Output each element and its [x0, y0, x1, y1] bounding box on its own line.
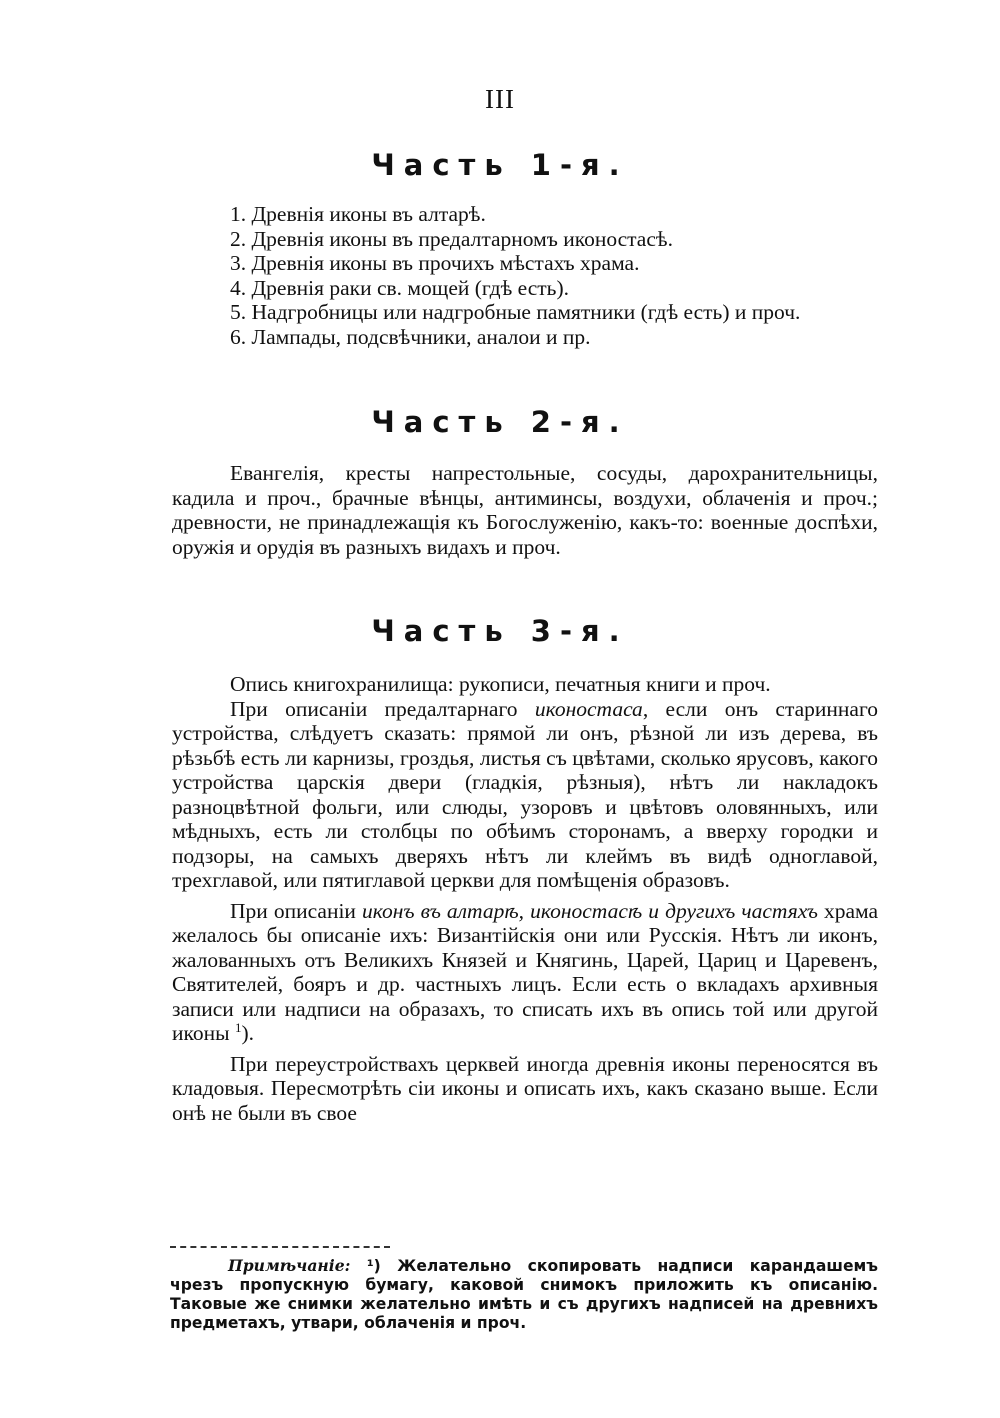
footnote-marker: 1: [234, 1019, 242, 1035]
footnote-divider: [170, 1246, 390, 1248]
part3-heading: Часть 3-я.: [371, 614, 629, 648]
icons-paragraph: [172, 899, 878, 1046]
part2-body: [172, 461, 878, 559]
part2-heading: Часть 2-я.: [371, 405, 629, 439]
iconostasis-paragraph: [172, 697, 878, 893]
list-item: 3. Древнія иконы въ прочихъ мѣстахъ храма.: [230, 251, 640, 275]
footnote-label: Примѣчаніе:: [228, 1256, 351, 1275]
emphasis-text: иконостаса: [534, 696, 643, 721]
paragraph-text: ).: [241, 1021, 254, 1045]
list-item: 2. Древнія иконы въ предалтарномъ иконостасѣ.: [230, 226, 673, 251]
part1-heading: Часть 1-я.: [371, 148, 629, 182]
footnote-text: ¹) Желательно скопировать надписи карандашемъ чрезъ пропускную бумагу, каковой снимокъ приложить къ описанію. Таковые же снимки желательно имѣть и съ другихъ надписей на древнихъ предметахъ, утвари, облаченія и проч.: [170, 1257, 878, 1332]
list-item: 1. Древнія иконы въ алтарѣ.: [230, 202, 486, 226]
part3-intro: Опись книгохранилища: рукописи, печатныя книги и проч.: [230, 672, 771, 696]
part1-list: [172, 202, 878, 349]
part2-paragraph: Евангелія, кресты напрестольные, сосуды, дарохранительницы, кадила и проч., брачные вѣнцы, антиминсы, воздухи, облаченія и проч.; древности, не принадлежащія къ Богослуженію, какъ-то: военные доспѣхи, оружія и орудія въ разныхъ видахъ и проч.: [172, 461, 878, 559]
paragraph-text: , если онъ стариннаго устройства, слѣдуетъ сказать: прямой ли онъ, рѣзной ли изъ дерева, въ рѣзьбѣ есть ли карнизы, гроздья, листья съ цвѣтами, сколько ярусовъ, какого устройства царскія двери (гладкія, рѣзныя), нѣтъ ли накладокъ разноцвѣтной фольги, или слюды, узоровъ и цвѣтовъ оловянныхъ, или мѣдныхъ, есть ли столбцы по обѣимъ сторонамъ, а вверху городки и подзоры, на самыхъ дверяхъ нѣтъ ли клеймъ въ видѣ одноглавой, трехглавой, или пятиглавой церкви для помѣщенія образовъ.: [172, 696, 878, 892]
list-item: 5. Надгробницы или надгробные памятники (гдѣ есть) и проч.: [230, 300, 801, 324]
reconstruction-paragraph: При переустройствахъ церквей иногда древнія иконы переносятся въ кладовыя. Пересмотрѣть сіи иконы и описать ихъ, какъ сказано выше. Если онѣ не были въ свое: [172, 1051, 878, 1125]
paragraph-text: При описаніи предалтарнаго: [230, 696, 535, 721]
emphasis-text: иконъ въ алтарѣ, иконостасѣ и другихъ частяхъ: [362, 898, 818, 923]
paragraph-text: При описаніи: [230, 898, 363, 923]
footnote: [170, 1256, 878, 1333]
list-item: 4. Древнія раки св. мощей (гдѣ есть).: [230, 275, 570, 300]
page-number: III: [485, 84, 515, 114]
part3-body: [172, 672, 878, 1125]
paragraph-text: храма желалось бы описаніе ихъ: Византійскія они или Русскія. Нѣтъ ли иконъ, жалованныхъ отъ Великихъ Князей и Княгинь, Царей, Цариц и Царевенъ, Святителей, бояръ и др. частныхъ лицъ. Если есть о вкладахъ архивныя записи или надписи на образахъ, то списать ихъ въ опись той или другой иконы: [172, 898, 878, 1045]
list-item: 6. Лампады, подсвѣчники, аналои и пр.: [230, 324, 591, 349]
